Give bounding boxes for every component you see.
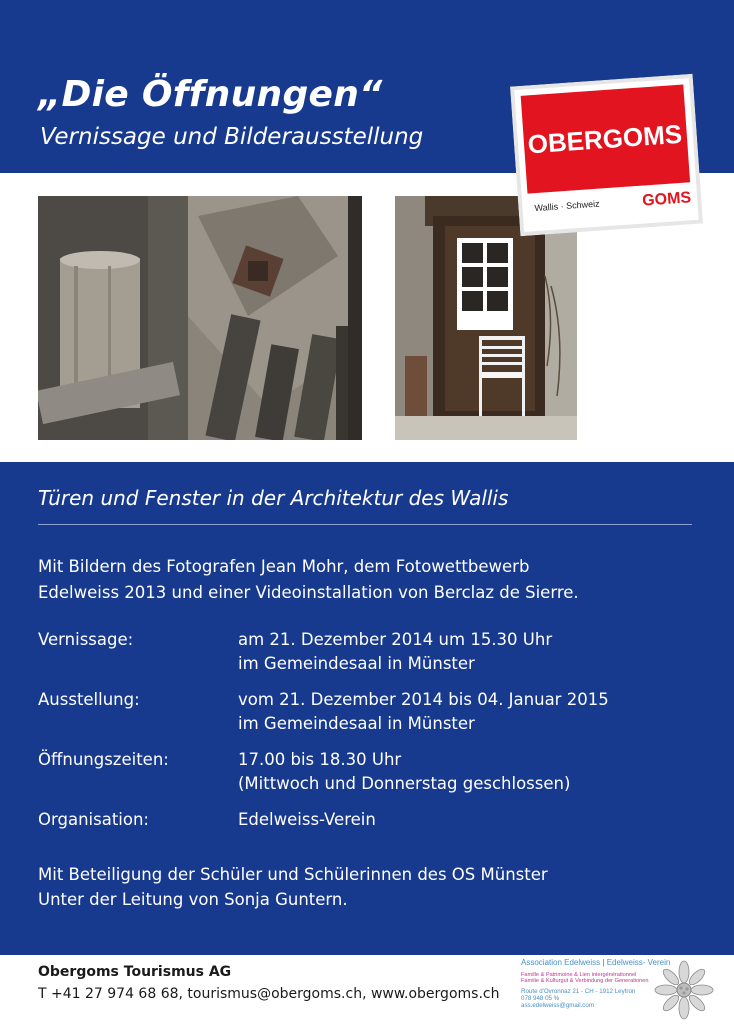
detail-row-ausstellung (38, 688, 698, 736)
detail-value (238, 748, 698, 796)
association-name-de: Edelweiss- Verein (606, 958, 671, 967)
detail-value (238, 808, 698, 832)
detail-line: 17.00 bis 18.30 Uhr (238, 750, 402, 769)
association-tagline-de: Familie & Kulturgut & Verbindung der Generationen (521, 978, 649, 984)
footer-company: Obergoms Tourismus AG (38, 964, 232, 980)
main-content-band (0, 462, 734, 955)
detail-value (238, 688, 698, 736)
outro-line: Mit Beteiligung der Schüler und Schülerinnen des OS Münster (38, 865, 548, 884)
detail-row-vernissage (38, 628, 698, 676)
detail-label: Organisation: (38, 810, 149, 829)
detail-line: (Mittwoch und Donnerstag geschlossen) (238, 774, 571, 793)
footer-contact: T +41 27 974 68 68, tourismus@obergoms.ch, www.obergoms.ch (38, 986, 500, 1002)
stamp-brand: OBERGOMS (526, 118, 684, 160)
stamp-goms-logo: GOMS (641, 189, 692, 210)
detail-label: Vernissage: (38, 630, 134, 649)
association-name-fr: Association Edelweiss (521, 958, 601, 967)
detail-line: im Gemeindesaal in Münster (238, 714, 475, 733)
stamp-region: Wallis · Schweiz (534, 198, 600, 214)
intro-paragraph (38, 554, 579, 606)
detail-line: am 21. Dezember 2014 um 15.30 Uhr (238, 630, 553, 649)
association-email: ass.edelweiss@gmail.com (521, 1002, 594, 1009)
page-title: „Die Öffnungen“ (38, 74, 383, 115)
detail-label: Ausstellung: (38, 690, 140, 709)
detail-line: im Gemeindesaal in Münster (238, 654, 475, 673)
edelweiss-flower-icon (654, 960, 714, 1020)
intro-line: Mit Bildern des Fotografen Jean Mohr, dem Fotowettbewerb (38, 557, 530, 576)
divider (38, 524, 692, 525)
event-details (38, 628, 698, 844)
association-block (521, 958, 671, 1009)
obergoms-stamp-logo (510, 74, 703, 236)
detail-value (238, 628, 698, 676)
association-name (521, 958, 671, 967)
intro-line: Edelweiss 2013 und einer Videoinstallation von Berclaz de Sierre. (38, 583, 579, 602)
association-separator: | (602, 958, 605, 967)
section-headline: Türen und Fenster in der Architektur des Wallis (38, 486, 509, 510)
association-tagline-fr: Famille & Patrimoine & Lien intergénérationnel (521, 972, 637, 978)
outro-paragraph (38, 862, 548, 912)
photo-wooden-door (38, 196, 362, 440)
detail-label: Öffnungszeiten: (38, 750, 169, 769)
association-address: Route d'Ovronnaz 21 - CH - 1912 Leytron (521, 988, 636, 995)
detail-row-organisation (38, 808, 698, 832)
outro-line: Unter der Leitung von Sonja Guntern. (38, 890, 348, 909)
detail-line: vom 21. Dezember 2014 bis 04. Januar 2015 (238, 690, 609, 709)
association-phone: 078 948 05 % (521, 995, 560, 1002)
page-subtitle: Vernissage und Bilderausstellung (40, 124, 424, 150)
detail-line: Edelweiss-Verein (238, 810, 376, 829)
detail-row-oeffnungszeiten (38, 748, 698, 796)
